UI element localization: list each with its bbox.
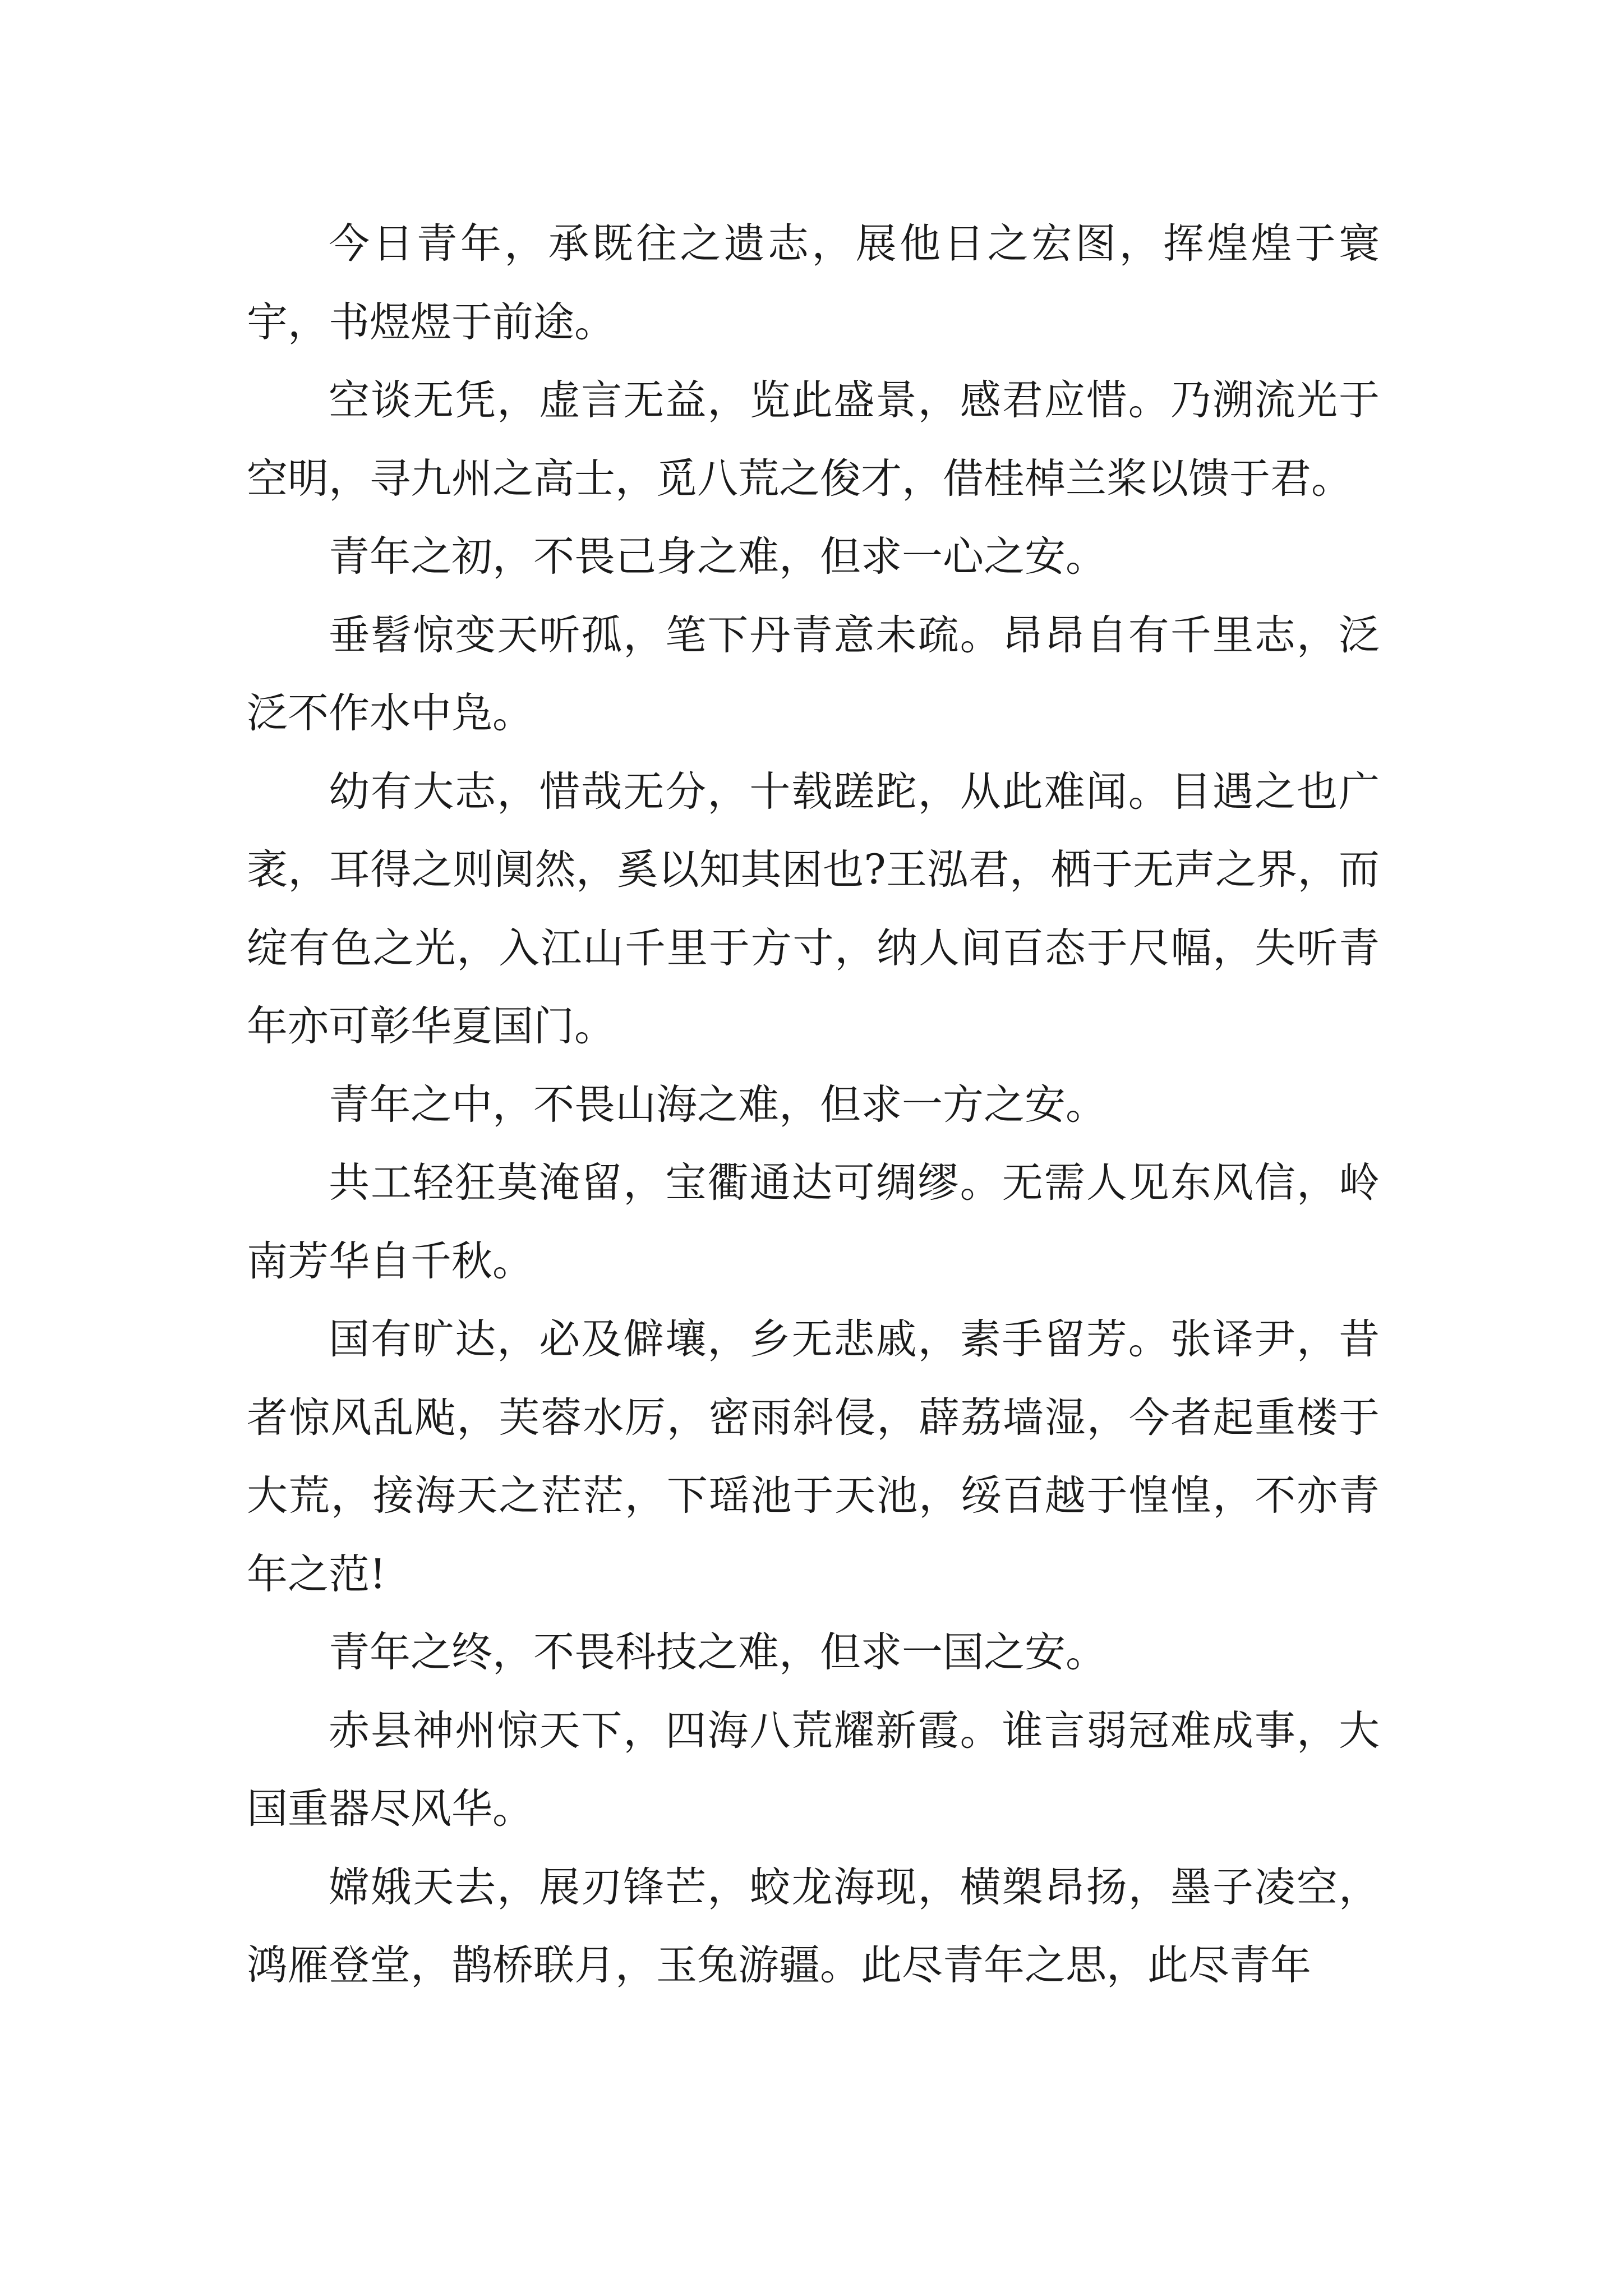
- paragraph: 国有旷达，必及僻壤，乡无悲戚，素手留芳。张译尹，昔者惊风乱飐，芙蓉水厉，密雨斜侵，薜荔墙湿，今者起重楼于大荒，接海天之茫茫，下瑶池于天池，绥百越于惶惶，不亦青年之范!: [247, 1315, 1380, 1598]
- paragraph: 幼有大志，惜哉无分，十载蹉跎，从此难闻。目遇之也广袤，耳得之则阒然，奚以知其困也?王泓君，栖于无声之界，而绽有色之光，入江山千里于方寸，纳人间百态于尺幅，失听青年亦可彰华夏国门。: [247, 767, 1380, 1050]
- paragraph: 青年之初，不畏己身之难，但求一心之安。: [329, 533, 1106, 581]
- paragraph: 青年之终，不畏科技之难，但求一国之安。: [329, 1628, 1106, 1676]
- document-body: [247, 205, 1380, 2005]
- paragraph: 嫦娥天去，展刃锋芒，蛟龙海现，横槊昂扬，墨子凌空，鸿雁登堂，鹊桥联月，玉兔游疆。此尽青年之思，此尽青年: [247, 1863, 1380, 1989]
- paragraph: 赤县神州惊天下，四海八荒耀新霞。谁言弱冠难成事，大国重器尽风华。: [247, 1706, 1380, 1833]
- paragraph: 青年之中，不畏山海之难，但求一方之安。: [329, 1080, 1106, 1129]
- paragraph: 垂髫惊变天听孤，笔下丹青意未疏。昂昂自有千里志，泛泛不作水中凫。: [247, 611, 1380, 737]
- paragraph: 空谈无凭，虚言无益，览此盛景，感君应惜。乃溯流光于空明，寻九州之高士，觅八荒之俊才，借桂棹兰桨以馈于君。: [247, 376, 1380, 503]
- paragraph: 共工轻狂莫淹留，宝衢通达可绸缪。无需人见东风信，岭南芳华自千秋。: [247, 1159, 1380, 1285]
- paragraph: 今日青年，承既往之遗志，展他日之宏图，挥煌煌于寰宇，书煜煜于前途。: [247, 220, 1380, 346]
